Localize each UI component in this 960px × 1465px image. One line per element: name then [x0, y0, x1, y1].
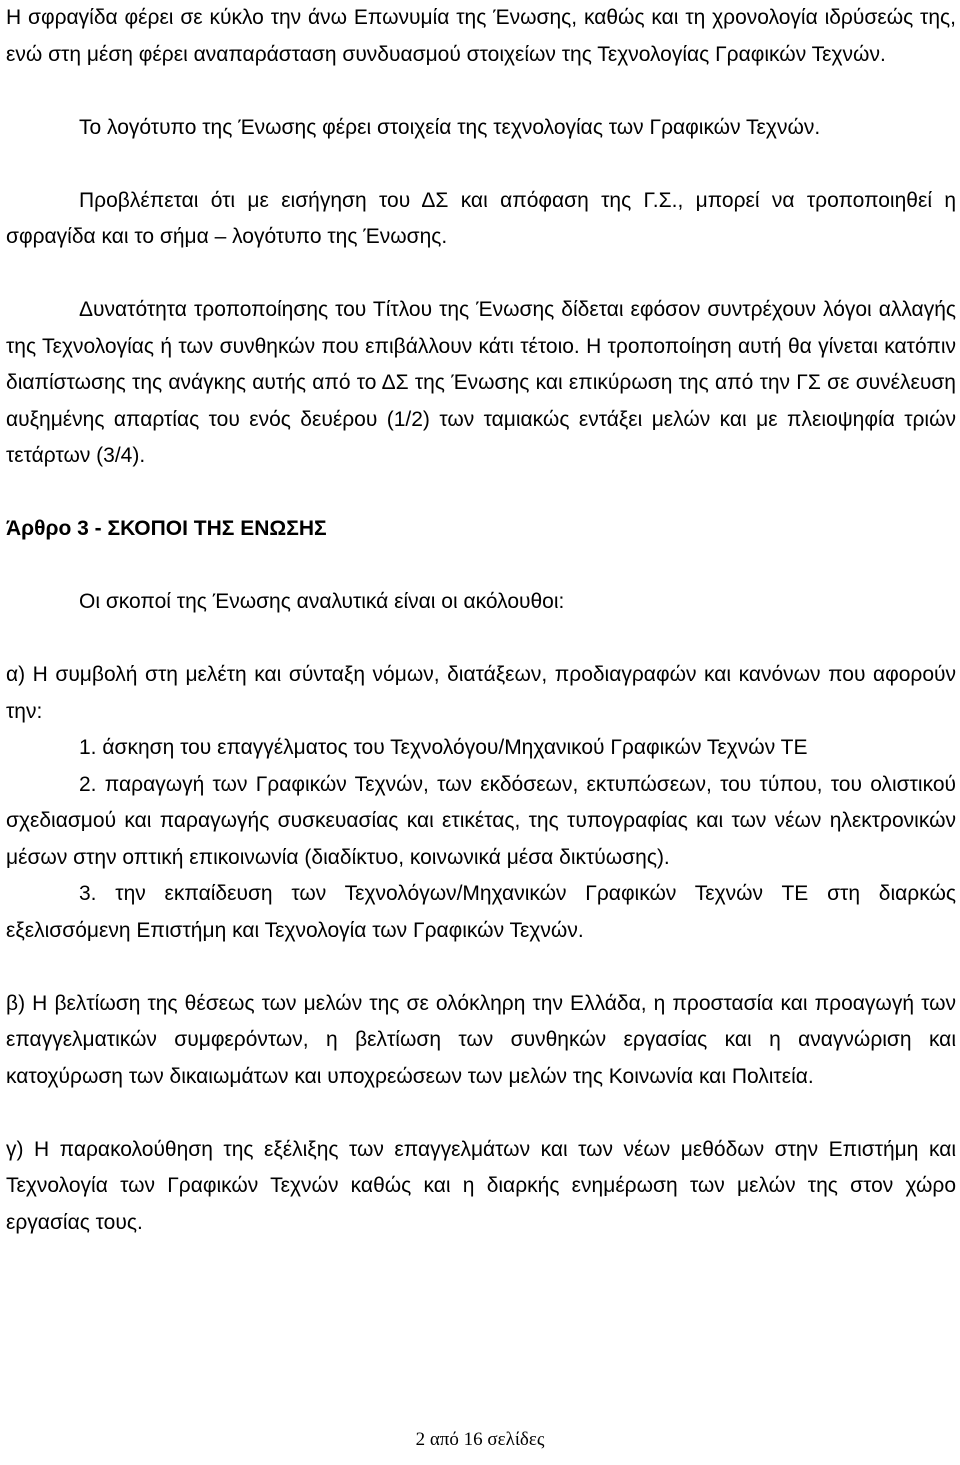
paragraph-seal: Η σφραγίδα φέρει σε κύκλο την άνω Επωνυμία της Ένωσης, καθώς και τη χρονολογία ιδρύσεώς της, ενώ στη μέση φέρει αναπαράσταση συνδυασμού στοιχείων της Τεχνολογίας Γραφικών Τεχνών.	[6, 6, 956, 66]
paragraph-modification: Προβλέπεται ότι με εισήγηση του ΔΣ και απόφαση της Γ.Σ., μπορεί να τροποποιηθεί η σφραγίδα και το σήμα – λογότυπο της Ένωσης.	[6, 188, 956, 248]
paragraph-intro: Οι σκοποί της Ένωσης αναλυτικά είναι οι ακόλουθοι:	[79, 590, 565, 613]
list-item-2: 2. παραγωγή των Γραφικών Τεχνών, των εκδόσεων, εκτυπώσεων, του τύπου, του ολιστικού σχεδιασμού και παραγωγής συσκευασίας και ετικέτας, της τυπογραφίας και των νέων ηλεκτρονικών μέσων στην οπτική επικοινωνία (διαδίκτυο, κοινωνικά μέσα δικτύωσης).	[6, 772, 956, 869]
list-item-1: 1. άσκηση του επαγγέλματος του Τεχνολόγου/Μηχανικού Γραφικών Τεχνών ΤΕ	[79, 736, 808, 759]
paragraph-a: α) Η συμβολή στη μελέτη και σύνταξη νόμων, διατάξεων, προδιαγραφών και κανόνων που αφορούν την:	[6, 663, 956, 723]
paragraph-logo: Το λογότυπο της Ένωσης φέρει στοιχεία της τεχνολογίας των Γραφικών Τεχνών.	[79, 115, 821, 139]
paragraph-b: β) Η βελτίωση της θέσεως των μελών της σε ολόκληρη την Ελλάδα, η προστασία και προαγωγή των επαγγελματικών συμφερόντων, η βελτίωση των συνθηκών εργασίας και η αναγνώριση και κατοχύρωση των δικαιωμάτων και υποχρεώσεων των μελών της Κοινωνία και Πολιτεία.	[6, 991, 956, 1088]
list-item-3: 3. την εκπαίδευση των Τεχνολόγων/Μηχανικών Γραφικών Τεχνών ΤΕ στη διαρκώς εξελισσόμενη Επιστήμη και Τεχνολογία των Γραφικών Τεχνών.	[6, 882, 956, 942]
article-heading: Άρθρο 3 - ΣΚΟΠΟΙ ΤΗΣ ΕΝΩΣΗΣ	[6, 517, 327, 540]
document-page	[6, 0, 956, 1241]
paragraph-c: γ) Η παρακολούθηση της εξέλιξης των επαγγελμάτων και των νέων μεθόδων στην Επιστήμη και Τεχνολογία των Γραφικών Τεχνών καθώς και η διαρκής ενημέρωση των μελών της στον χώρο εργασίας τους.	[6, 1137, 956, 1234]
paragraph-title-change: Δυνατότητα τροποποίησης του Τίτλου της Ένωσης δίδεται εφόσον συντρέχουν λόγοι αλλαγής της Τεχνολογίας ή των συνθηκών που επιβάλλουν κάτι τέτοιο. Η τροποποίηση αυτή θα γίνεται κατόπιν διαπίστωσης της ανάγκης αυτής από το ΔΣ της Ένωσης και επικύρωση της από την ΓΣ σε συνέλευση αυξημένης απαρτίας του ενός δευέρου (1/2) των ταμιακώς εντάξει μελών και με πλειοψηφία τριών τετάρτων (3/4).	[6, 298, 956, 467]
page-number-footer: 2 από 16 σελίδες	[415, 1429, 545, 1450]
